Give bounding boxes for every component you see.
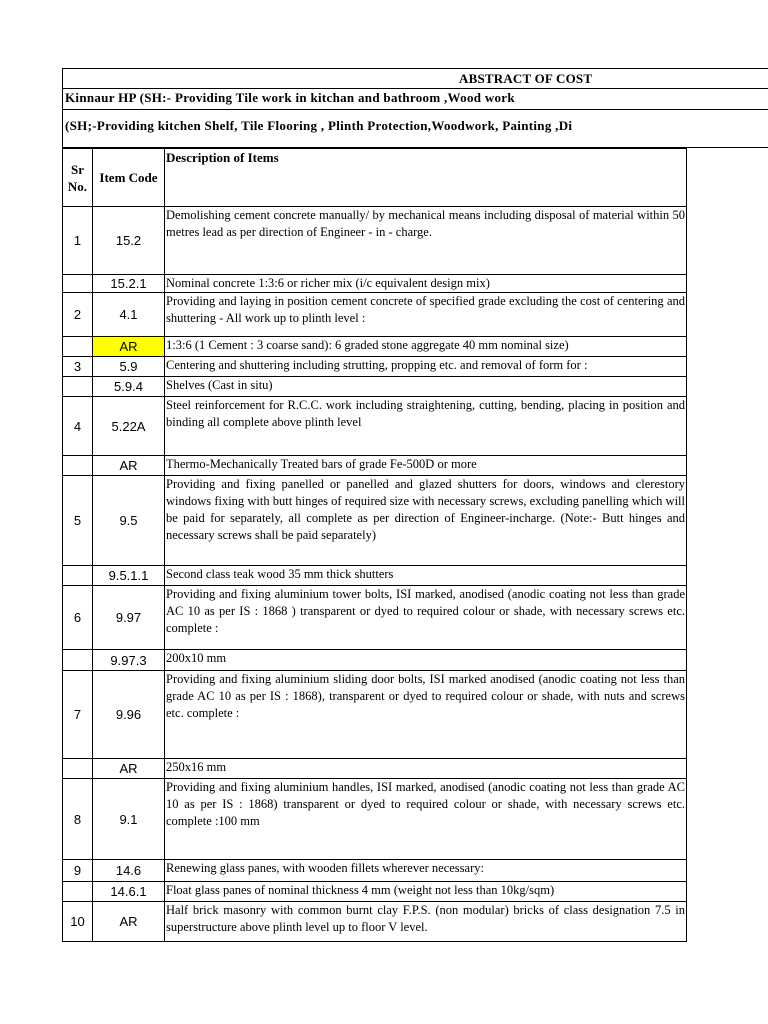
sr-cell (63, 759, 93, 779)
sr-cell (63, 337, 93, 357)
table-row (63, 902, 687, 942)
description-cell: Renewing glass panes, with wooden fillets wherever necessary: (165, 860, 687, 882)
description-cell: Steel reinforcement for R.C.C. work including straightening, cutting, bending, placing in position and binding all complete above plinth level (165, 397, 687, 456)
item-code-cell: 15.2 (93, 207, 165, 275)
description-cell: 1:3:6 (1 Cement : 3 coarse sand): 6 graded stone aggregate 40 mm nominal size) (165, 337, 687, 357)
items-table (62, 148, 687, 942)
table-row (63, 337, 687, 357)
sr-cell (63, 275, 93, 293)
item-code-cell: 14.6 (93, 860, 165, 882)
sr-cell (63, 650, 93, 671)
col-header-description: Description of Items (165, 149, 687, 207)
description-cell: 250x16 mm (165, 759, 687, 779)
item-code-cell: 5.22A (93, 397, 165, 456)
item-code-cell: AR (93, 456, 165, 476)
item-code-cell: 9.1 (93, 779, 165, 860)
description-cell: Providing and fixing panelled or panelled and glazed shutters for doors, windows and clerestory windows fixing with butt hinges of required size with necessary screws, excluding panelling which will be paid for separately, all complete as per direction of Engineer-incharge. (Note:- Butt hinges and necessary screws shall be paid separately) (165, 476, 687, 566)
item-code-cell: 5.9 (93, 357, 165, 377)
title-row (62, 68, 768, 89)
table-row (63, 759, 687, 779)
item-code-cell: 9.97 (93, 586, 165, 650)
sr-cell (63, 882, 93, 902)
item-code-cell: 9.5 (93, 476, 165, 566)
description-cell: Shelves (Cast in situ) (165, 377, 687, 397)
item-code-cell: AR (93, 759, 165, 779)
description-cell: Centering and shuttering including strutting, propping etc. and removal of form for : (165, 357, 687, 377)
table-row (63, 860, 687, 882)
table-row (63, 586, 687, 650)
col-header-item-code: Item Code (93, 149, 165, 207)
description-cell: Providing and fixing aluminium tower bolts, ISI marked, anodised (anodic coating not less than grade AC 10 as per IS : 1868 ) transparent or dyed to required colour or shade, with necessary screws etc. complete : (165, 586, 687, 650)
table-row (63, 207, 687, 275)
table-row (63, 275, 687, 293)
item-code-cell: 9.97.3 (93, 650, 165, 671)
sr-cell: 1 (63, 207, 93, 275)
sheet-title: ABSTRACT OF COST (459, 71, 593, 86)
item-code-cell: 14.6.1 (93, 882, 165, 902)
subtitle-line-2: (SH;-Providing kitchen Shelf, Tile Flooring , Plinth Protection,Woodwork, Painting ,Di (62, 109, 768, 148)
sr-cell: 3 (63, 357, 93, 377)
item-code-cell: 15.2.1 (93, 275, 165, 293)
table-row (63, 882, 687, 902)
sr-cell: 6 (63, 586, 93, 650)
sr-cell: 5 (63, 476, 93, 566)
sr-cell (63, 566, 93, 586)
item-code-cell: 4.1 (93, 293, 165, 337)
description-cell: Providing and laying in position cement concrete of specified grade excluding the cost of centering and shuttering - All work up to plinth level : (165, 293, 687, 337)
table-row (63, 650, 687, 671)
subtitle-line-1: Kinnaur HP (SH:- Providing Tile work in kitchan and bathroom ,Wood work (62, 88, 768, 110)
sr-cell: 10 (63, 902, 93, 942)
description-cell: 200x10 mm (165, 650, 687, 671)
description-cell: Float glass panes of nominal thickness 4 mm (weight not less than 10kg/sqm) (165, 882, 687, 902)
table-row (63, 357, 687, 377)
table-row (63, 456, 687, 476)
table-row (63, 671, 687, 759)
description-cell: Providing and fixing aluminium sliding door bolts, ISI marked anodised (anodic coating not less than grade AC 10 as per IS : 1868), transparent or dyed to required colour or shade, with nuts and screws etc. complete : (165, 671, 687, 759)
sr-cell: 4 (63, 397, 93, 456)
sr-cell (63, 456, 93, 476)
description-cell: Second class teak wood 35 mm thick shutters (165, 566, 687, 586)
table-row (63, 293, 687, 337)
item-code-cell: AR (93, 902, 165, 942)
sr-cell: 9 (63, 860, 93, 882)
sr-cell: 8 (63, 779, 93, 860)
col-header-sr: Sr No. (63, 149, 93, 207)
sr-cell: 7 (63, 671, 93, 759)
table-row (63, 377, 687, 397)
item-code-cell: 9.96 (93, 671, 165, 759)
description-cell: Thermo-Mechanically Treated bars of grade Fe-500D or more (165, 456, 687, 476)
table-row (63, 779, 687, 860)
table-row (63, 476, 687, 566)
description-cell: Half brick masonry with common burnt clay F.P.S. (non modular) bricks of class designation 7.5 in superstructure above plinth level up to floor V level. (165, 902, 687, 942)
item-code-cell: 5.9.4 (93, 377, 165, 397)
description-cell: Demolishing cement concrete manually/ by mechanical means including disposal of material within 50 metres lead as per direction of Engineer - in - charge. (165, 207, 687, 275)
table-row (63, 397, 687, 456)
table-row (63, 566, 687, 586)
item-code-cell-highlighted: AR (93, 337, 165, 357)
sr-cell (63, 377, 93, 397)
sr-cell: 2 (63, 293, 93, 337)
item-code-cell: 9.5.1.1 (93, 566, 165, 586)
description-cell: Nominal concrete 1:3:6 or richer mix (i/c equivalent design mix) (165, 275, 687, 293)
description-cell: Providing and fixing aluminium handles, ISI marked, anodised (anodic coating not less than grade AC 10 as per IS : 1868) transparent or dyed to required colour or shade, with necessary screws etc. complete :100 mm (165, 779, 687, 860)
